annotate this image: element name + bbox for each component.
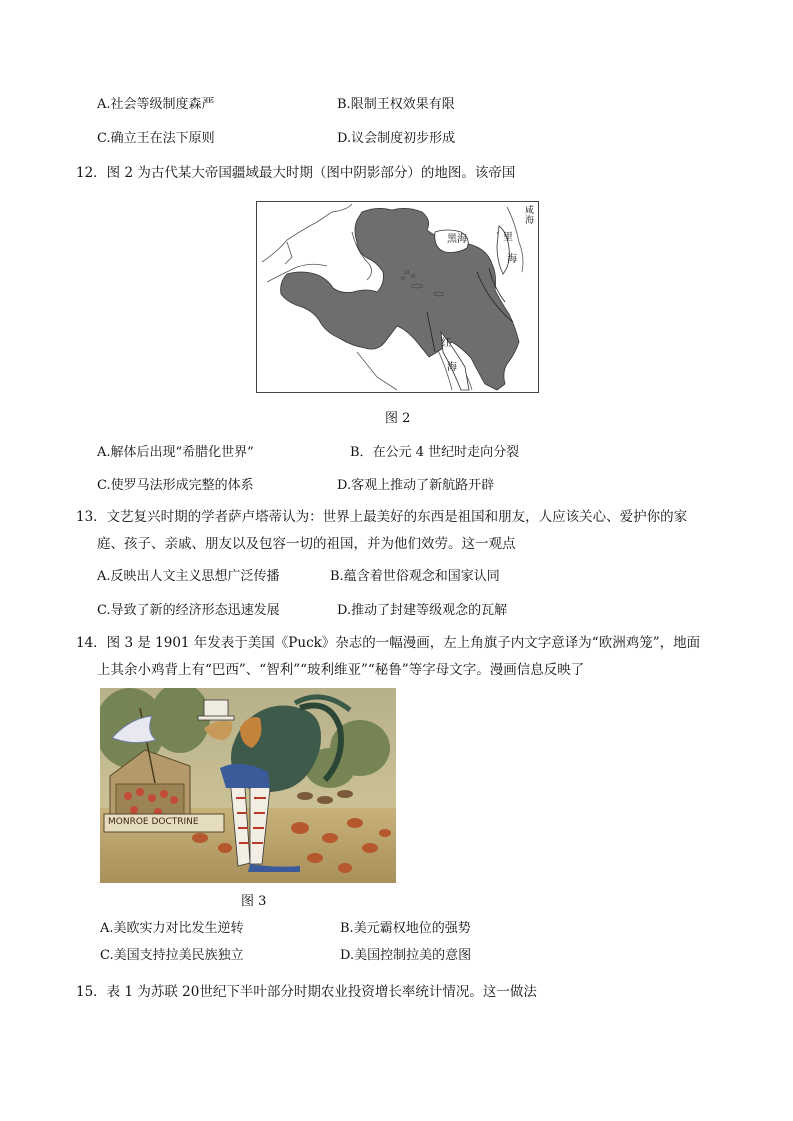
q13-option-b: B.蕴含着世俗观念和国家认同 [330, 569, 500, 584]
map-label-corner-1: 咸 [525, 206, 535, 216]
q14-stem-line1: 14．图 3 是 1901 年发表于美国《Puck》杂志的一幅漫画，左上角旗子内文字意译为“欧洲鸡笼”，地面 [76, 635, 701, 651]
q15-stem: 15．表 1 为苏联 20世纪下半叶部分时期农业投资增长率统计情况。这一做法 [76, 984, 537, 1000]
puck-cartoon-drawing [100, 688, 396, 883]
map-label-caspian-2: 海 [507, 254, 517, 265]
q13-stem-line1: 13．文艺复兴时期的学者萨卢塔蒂认为：世界上最美好的东西是祖国和朋友，人应该关心、爱护你的家 [76, 509, 688, 525]
q12-option-c: C.使罗马法形成完整的体系 [97, 478, 254, 493]
q11-option-a: A.社会等级制度森严 [97, 97, 215, 112]
q12-stem: 12．图 2 为古代某大帝国疆域最大时期（图中阴影部分）的地图。该帝国 [76, 165, 516, 181]
q12-option-b: B．在公元 4 世纪时走向分裂 [350, 445, 520, 460]
empire-territory [281, 208, 519, 390]
q12-option-a: A.解体后出现“希腊化世界” [97, 445, 254, 460]
q11-option-c: C.确立王在法下原则 [97, 131, 215, 146]
q13-option-c: C.导致了新的经济形态迅速发展 [97, 603, 280, 618]
figure-3-caption: 图 3 [241, 894, 267, 909]
empire-map-drawing [257, 202, 538, 392]
map-label-caspian-1: 里 [503, 232, 513, 243]
q14-option-d: D.美国控制拉美的意图 [340, 948, 472, 963]
q11-option-d: D.议会制度初步形成 [337, 131, 456, 146]
map-label-corner-2: 海 [525, 216, 535, 226]
q12-option-d: D.客观上推动了新航路开辟 [337, 478, 495, 493]
puck-cartoon [100, 688, 396, 883]
empire-map [256, 201, 539, 393]
q13-stem-line2: 庭、孩子、亲戚、朋友以及包容一切的祖国，并为他们效劳。这一观点 [97, 536, 516, 552]
map-label-red-1: 红 [441, 338, 451, 349]
q14-stem-line2: 上其余小鸡背上有“巴西”、“智利”“玻利维亚”“秘鲁”等字母文字。漫画信息反映了 [97, 662, 585, 678]
map-label-red-2: 海 [447, 362, 457, 373]
q14-option-b: B.美元霸权地位的强势 [340, 921, 471, 936]
monroe-doctrine-text: MONROE DOCTRINE [108, 817, 199, 827]
q13-option-d: D.推动了封建等级观念的瓦解 [337, 603, 508, 618]
q11-option-b: B.限制王权效果有限 [337, 97, 455, 112]
q13-option-a: A.反映出人文主义思想广泛传播 [97, 569, 280, 584]
figure-2-caption: 图 2 [385, 411, 411, 426]
q14-option-c: C.美国支持拉美民族独立 [100, 948, 244, 963]
map-label-black-sea: 黑海 [447, 234, 467, 245]
q14-option-a: A.美欧实力对比发生逆转 [100, 921, 244, 936]
